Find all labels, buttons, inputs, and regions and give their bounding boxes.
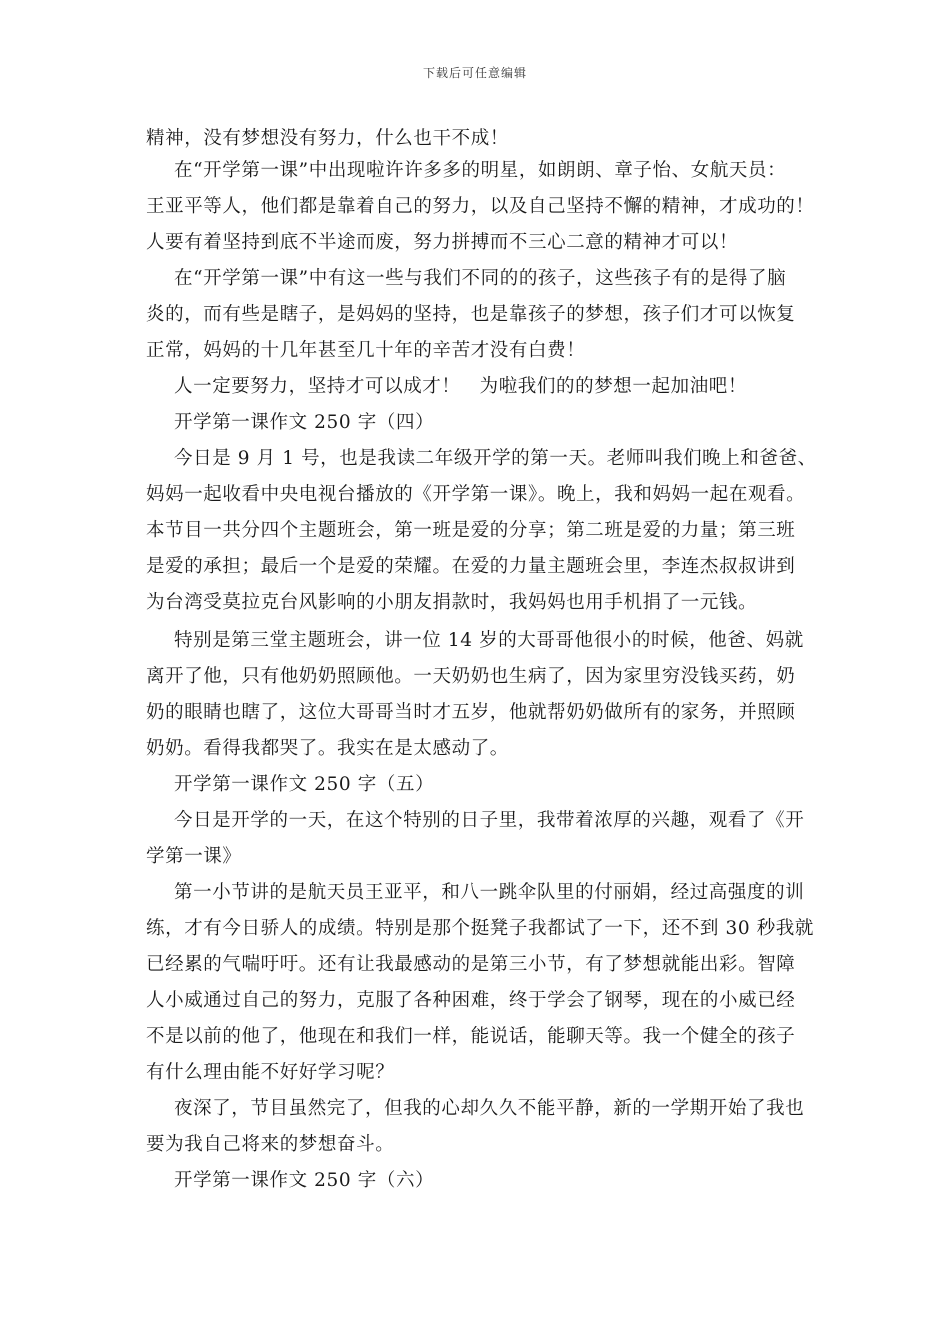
text-line: 为台湾受莫拉克台风影响的小朋友捐款时，我妈妈也用手机捐了一元钱。: [146, 592, 758, 613]
text-line: 练，才有今日骄人的成绩。特别是那个挺凳子我都试了一下，还不到 30 秒我就: [146, 918, 815, 939]
text-line: 今日是开学的一天，在这个特别的日子里，我带着浓厚的兴趣，观看了《开: [174, 810, 805, 831]
text-line: 有什么理由能不好好学习呢？: [146, 1062, 395, 1083]
text-line: 已经累的气喘吁吁。还有让我最感动的是第三小节，有了梦想就能出彩。智障: [146, 954, 796, 975]
text-line: 要为我自己将来的梦想奋斗。: [146, 1134, 395, 1155]
section-heading: 开学第一课作文 250 字（五）: [174, 774, 435, 795]
text-line: 炎的，而有些是瞎子，是妈妈的坚持，也是靠孩子的梦想，孩子们才可以恢复: [146, 304, 796, 325]
text-line: 不是以前的他了，他现在和我们一样，能说话，能聊天等。我一个健全的孩子: [146, 1026, 796, 1047]
text-line: 在“开学第一课”中有这一些与我们不同的的孩子，这些孩子有的是得了脑: [174, 268, 787, 289]
text-line: 人要有着坚持到底不半途而废，努力拼搏而不三心二意的精神才可以！: [146, 232, 739, 253]
page-header: 下载后可任意编辑: [422, 66, 527, 80]
text-line: 学第一课》: [146, 846, 242, 867]
section-heading: 开学第一课作文 250 字（四）: [174, 412, 435, 433]
text-line: 在“开学第一课”中出现啦许许多多的明星，如朗朗、章子怡、女航天员：: [174, 160, 787, 181]
text-line: 特别是第三堂主题班会，讲一位 14 岁的大哥哥他很小的时候，他爸、妈就: [174, 630, 804, 651]
text-line: 奶奶。看得我都哭了。我实在是太感动了。: [146, 738, 509, 759]
section-heading: 开学第一课作文 250 字（六）: [174, 1170, 435, 1191]
text-line: 奶的眼睛也瞎了，这位大哥哥当时才五岁，他就帮奶奶做所有的家务，并照顾: [146, 702, 796, 723]
text-line: 离开了他，只有他奶奶照顾他。一天奶奶也生病了，因为家里穷没钱买药，奶: [146, 666, 796, 687]
text-line: 是爱的承担；最后一个是爱的荣耀。在爱的力量主题班会里，李连杰叔叔讲到: [146, 556, 796, 577]
text-line: 精神，没有梦想没有努力，什么也干不成！: [146, 128, 509, 149]
text-line: 正常，妈妈的十几年甚至几十年的辛苦才没有白费！: [146, 340, 586, 361]
text-line: 人小威通过自己的努力，克服了各种困难，终于学会了钢琴，现在的小威已经: [146, 990, 796, 1011]
text-line: 本节目一共分四个主题班会，第一班是爱的分享；第二班是爱的力量；第三班: [146, 520, 796, 541]
text-line: 王亚平等人，他们都是靠着自己的努力，以及自己坚持不懈的精神，才成功的！: [146, 196, 815, 217]
text-line: 人一定要努力，坚持才可以成才！ 为啦我们的的梦想一起加油吧！: [174, 376, 748, 397]
text-line: 妈妈一起收看中央电视台播放的《开学第一课》。晚上，我和妈妈一起在观看。: [146, 484, 806, 505]
text-line: 第一小节讲的是航天员王亚平，和八一跳伞队里的付丽娟，经过高强度的训: [174, 882, 805, 903]
text-line: 今日是 9 月 1 号，也是我读二年级开学的第一天。老师叫我们晚上和爸爸、: [174, 448, 817, 469]
text-line: 夜深了，节目虽然完了，但我的心却久久不能平静，新的一学期开始了我也: [174, 1098, 805, 1119]
